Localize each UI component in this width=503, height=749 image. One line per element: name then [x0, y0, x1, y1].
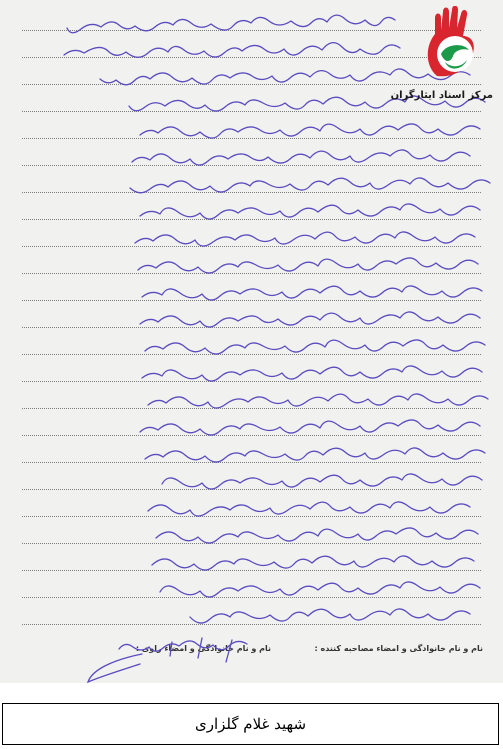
logo [390, 6, 499, 101]
interviewer-signature-label: نام و نام خانوادگی و امضاء مصاحبه کننده : [314, 644, 483, 653]
handwritten-signature [82, 630, 252, 683]
narrator-signature-label: نام و نام خانوادگی و امضاء راوی : [135, 644, 271, 653]
logo-text: مرکز اسناد ایثارگران [390, 90, 493, 101]
dove-hand-emblem-icon [405, 6, 499, 90]
martyr-name-caption: شهید غلام گلزاری [194, 715, 307, 733]
caption-box [2, 703, 499, 745]
